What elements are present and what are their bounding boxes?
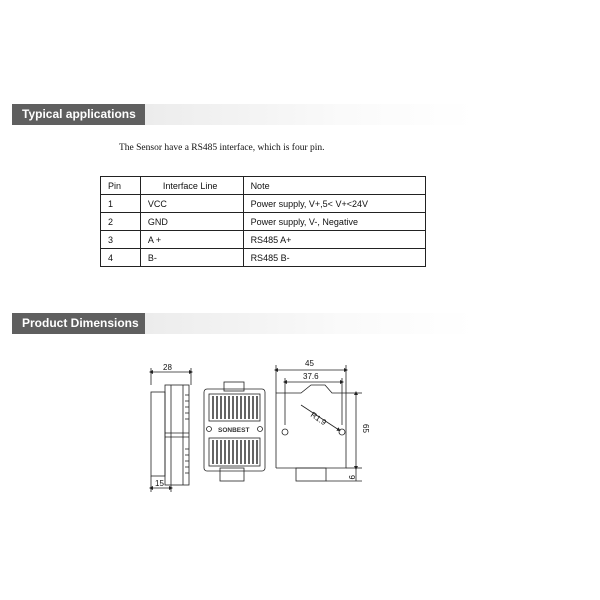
interface-line-cell: A +	[140, 231, 243, 249]
pin-cell: 4	[101, 249, 141, 267]
side-view	[151, 368, 191, 492]
pin-cell: 3	[101, 231, 141, 249]
interface-line-cell: GND	[140, 213, 243, 231]
side-bottom-label: 15	[155, 479, 164, 488]
brand-label: SONBEST	[218, 427, 250, 434]
section-title: Typical applications	[22, 107, 136, 121]
interface-line-cell: B-	[140, 249, 243, 267]
back-width-label: 45	[305, 359, 314, 368]
header-pin: Pin	[101, 177, 141, 195]
note-cell: RS485 B-	[243, 249, 425, 267]
section-title: Product Dimensions	[22, 316, 139, 330]
back-radius-label: R1.9	[308, 410, 328, 428]
side-width-label: 28	[163, 363, 172, 372]
back-bottom-label: 9	[347, 475, 356, 480]
interface-line-cell: VCC	[140, 195, 243, 213]
intro-text: The Sensor have a RS485 interface, which is four pin.	[119, 143, 325, 153]
back-height-label: 65	[361, 424, 370, 433]
pin-cell: 2	[101, 213, 141, 231]
note-cell: Power supply, V+,5< V+<24V	[243, 195, 425, 213]
note-cell: Power supply, V-, Negative	[243, 213, 425, 231]
header-note: Note	[243, 177, 425, 195]
pin-cell: 1	[101, 195, 141, 213]
back-hole-spacing-label: 37.6	[303, 372, 319, 381]
header-interface-line: Interface Line	[140, 177, 243, 195]
note-cell: RS485 A+	[243, 231, 425, 249]
